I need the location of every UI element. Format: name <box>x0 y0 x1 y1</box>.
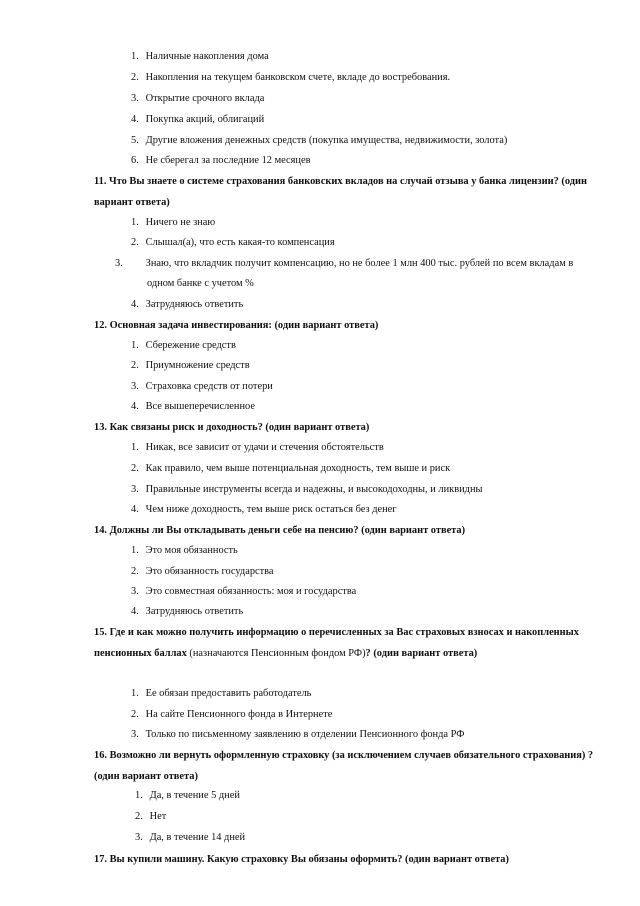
q13-option-3: 3. Правильные инструменты всегда и надежны, и высокодоходны, и ликвидны <box>131 484 483 495</box>
q11-title: 11. Что Вы знаете о системе страхования банковских вкладов на случай отзыва у банка лицензии? (один вариант ответа) <box>94 176 587 208</box>
q14-title: 14. Должны ли Вы откладывать деньги себе на пенсию? (один вариант ответа) <box>94 525 466 536</box>
q10-option-1: 1. Наличные накопления дома <box>131 51 269 62</box>
q10-option-2: 2. Накопления на текущем банковском счете, вкладе до востребования. <box>131 72 451 83</box>
q15-title: 15. Где и как можно получить информацию о перечисленных за Вас страховых взносах и накопленных пенсионных баллах (назначаются Пенсионным фондом РФ)? (один вариант ответа) <box>94 627 579 659</box>
q13-title: 13. Как связаны риск и доходность? (один вариант ответа) <box>94 422 370 433</box>
q12-option-2: 2. Приумножение средств <box>131 360 250 371</box>
q14-option-2: 2. Это обязанность государства <box>131 566 274 577</box>
q16-option-2: 2. Нет <box>135 811 167 822</box>
q13-option-2: 2. Как правило, чем выше потенциальная доходность, тем выше и риск <box>131 463 451 474</box>
q15-option-1: 1. Ее обязан предоставить работодатель <box>131 688 312 699</box>
q11-option-2: 2. Слышал(а), что есть какая-то компенсация <box>131 237 335 248</box>
q14-option-3: 3. Это совместная обязанность: моя и государства <box>131 586 357 597</box>
q14-option-4: 4. Затрудняюсь ответить <box>131 606 244 617</box>
q11-option-3: 3. Знаю, что вкладчик получит компенсацию, но не более 1 млн 400 тыс. рублей по всем вкладам в одном банке с учетом % <box>115 258 574 289</box>
q12-option-4: 4. Все вышеперечисленное <box>131 401 255 412</box>
q12-option-1: 1. Сбережение средств <box>131 340 236 351</box>
q10-option-5: 5. Другие вложения денежных средств (покупка имущества, недвижимости, золота) <box>131 135 508 146</box>
q15-option-3: 3. Только по письменному заявлению в отделении Пенсионного фонда РФ <box>131 729 465 740</box>
q16-title: 16. Возможно ли вернуть оформленную страховку (за исключением случаев обязательного страхования) ? (один вариант ответа) <box>94 750 594 782</box>
q13-option-1: 1. Никак, все зависит от удачи и стечения обстоятельств <box>131 442 384 453</box>
q13-option-4: 4. Чем ниже доходность, тем выше риск остаться без денег <box>131 504 397 515</box>
q11-option-1: 1. Ничего не знаю <box>131 217 216 228</box>
q10-option-3: 3. Открытие срочного вклада <box>131 93 265 104</box>
q11-option-4: 4. Затрудняюсь ответить <box>131 299 244 310</box>
q17-title: 17. Вы купили машину. Какую страховку Вы обязаны оформить? (один вариант ответа) <box>94 854 509 865</box>
q12-title: 12. Основная задача инвестирования: (один вариант ответа) <box>94 320 379 331</box>
q12-option-3: 3. Страховка средств от потери <box>131 381 273 392</box>
q10-option-4: 4. Покупка акций, облигаций <box>131 114 265 125</box>
q15-option-2: 2. На сайте Пенсионного фонда в Интернете <box>131 709 333 720</box>
q16-option-1: 1. Да, в течение 5 дней <box>135 790 240 801</box>
q14-option-1: 1. Это моя обязанность <box>131 545 238 556</box>
q16-option-3: 3. Да, в течение 14 дней <box>135 832 246 843</box>
q10-option-6: 6. Не сберегал за последние 12 месяцев <box>131 155 311 166</box>
